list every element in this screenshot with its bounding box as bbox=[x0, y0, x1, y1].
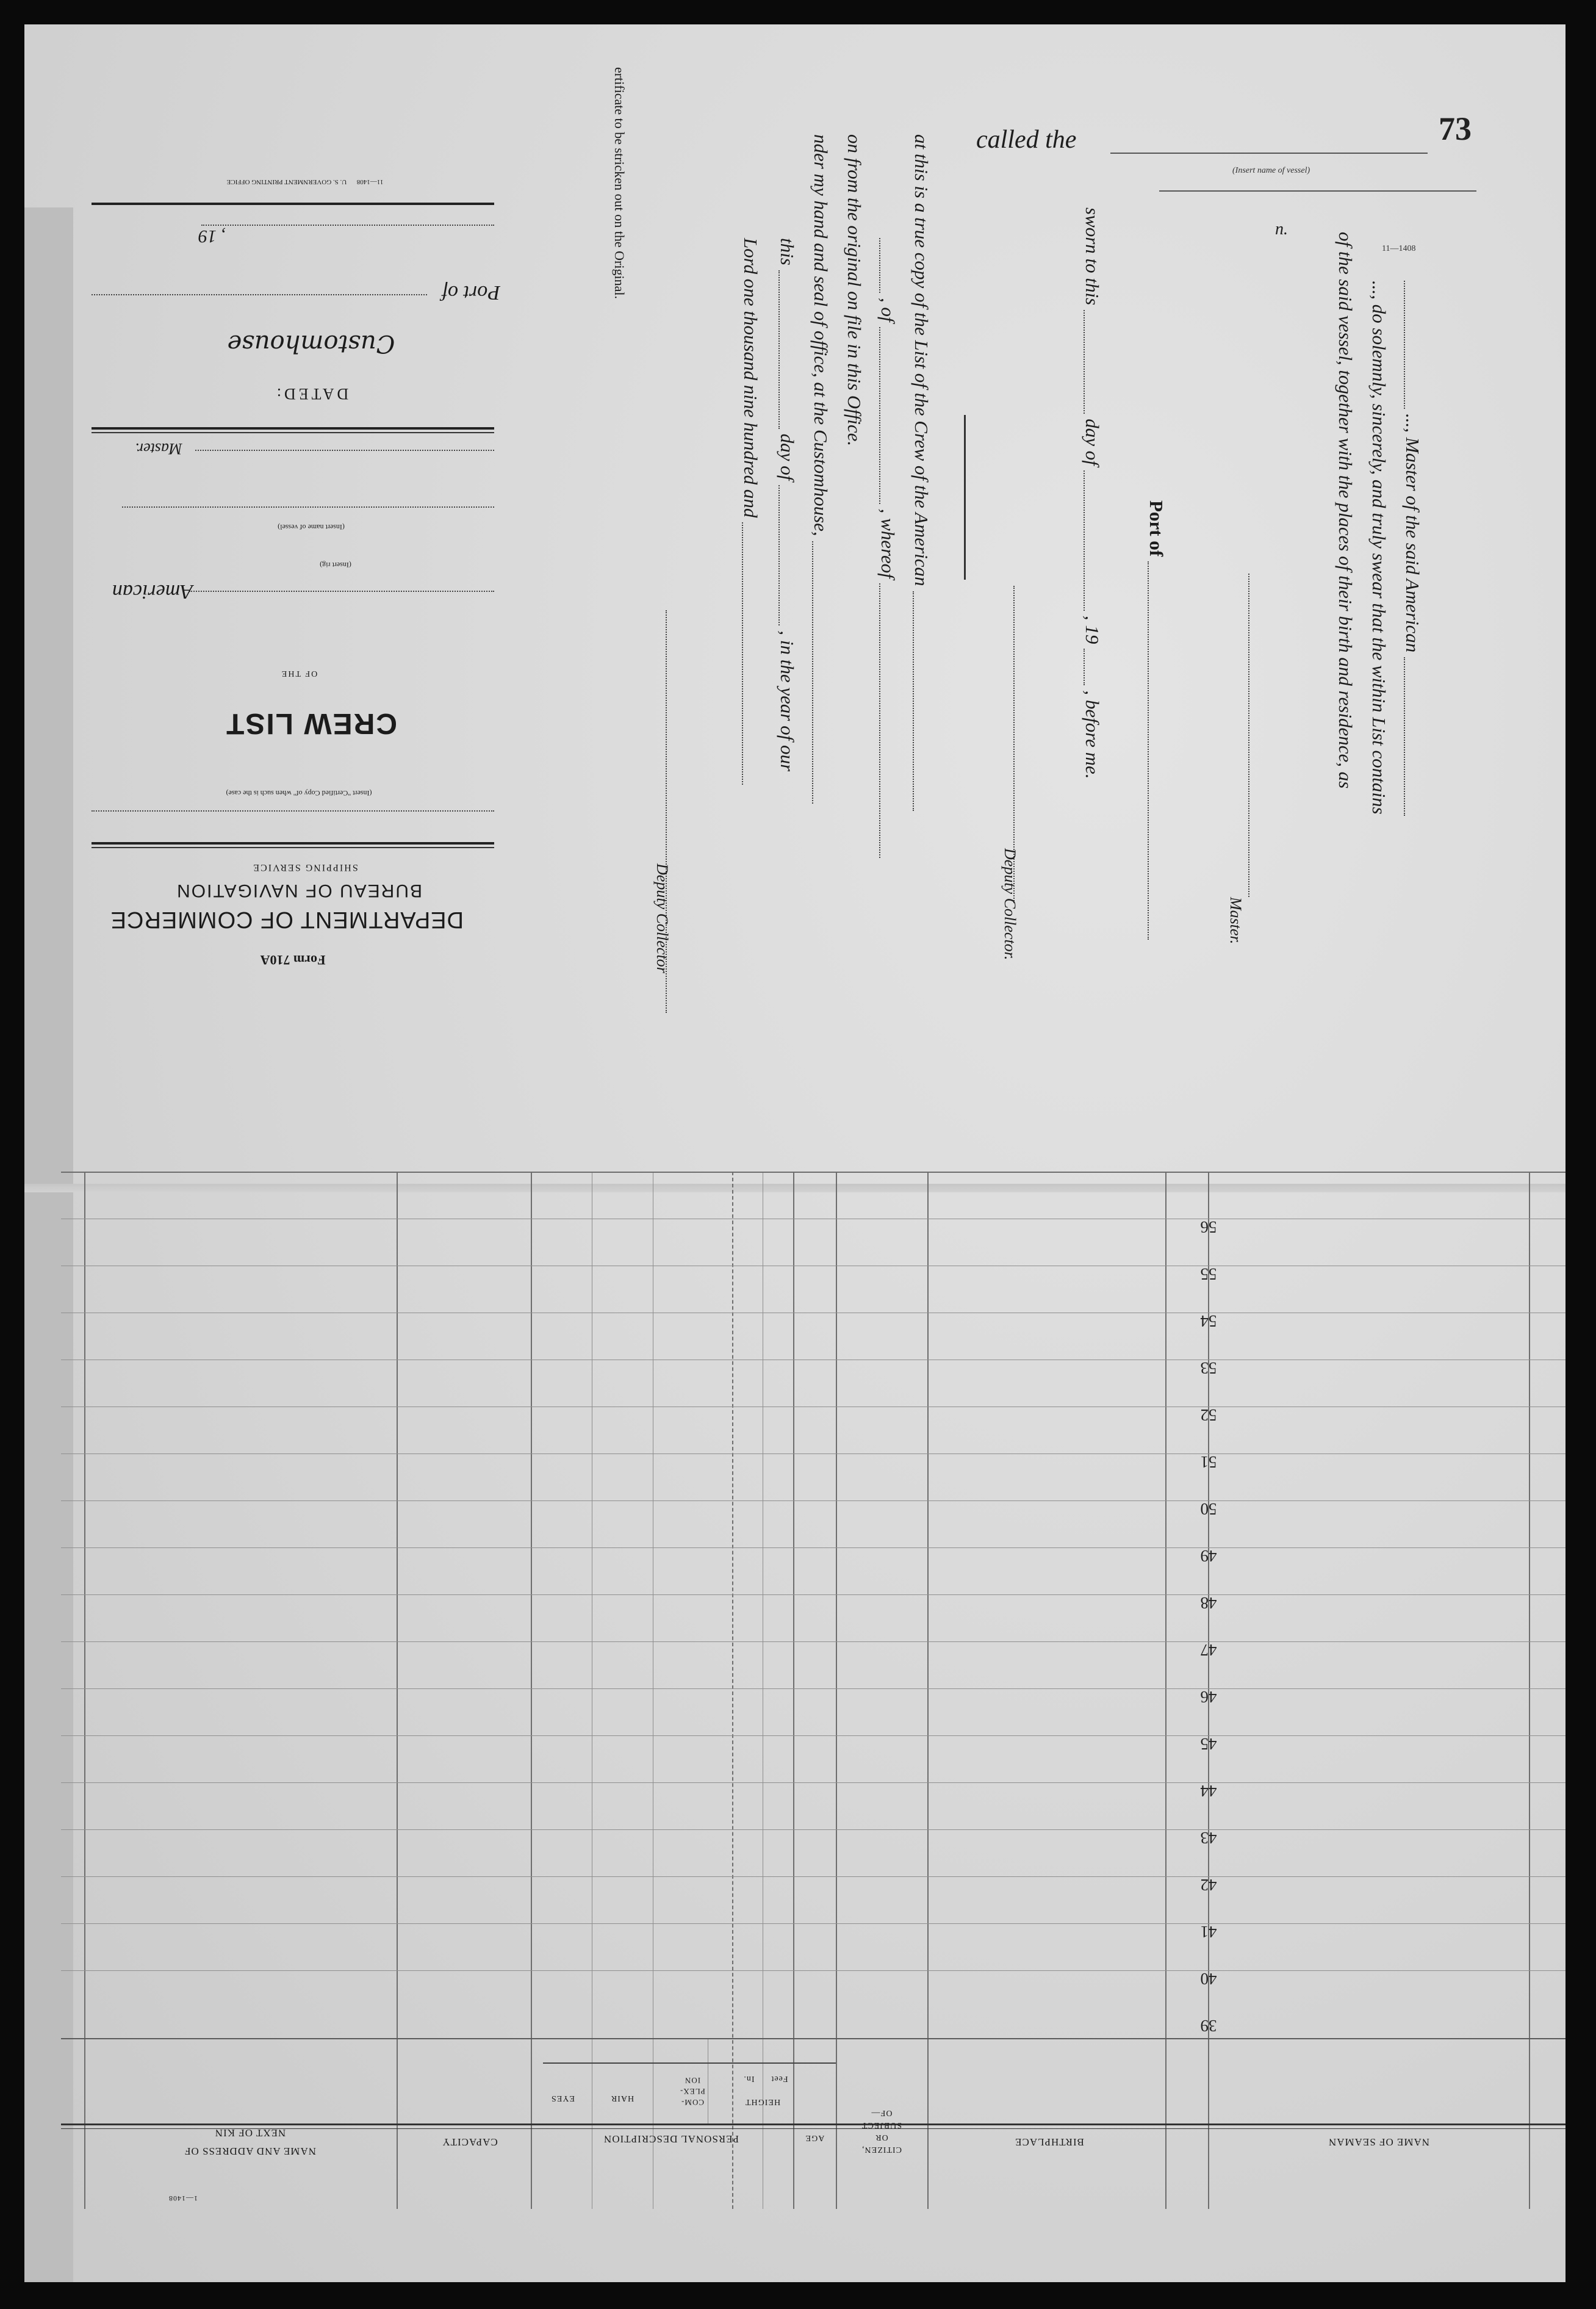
header-personal-description: PERSONAL DESCRIPTION bbox=[603, 2133, 739, 2145]
cert-line-5: this day of , in the year of our bbox=[777, 238, 798, 772]
oath-rule bbox=[964, 415, 966, 580]
insert-vessel-note: (Insert name of vessel) bbox=[1232, 166, 1310, 175]
row-number: 46 bbox=[1200, 1688, 1217, 1706]
cover-american: American bbox=[112, 580, 193, 603]
upper-form-code: 11—1408 bbox=[1382, 244, 1416, 253]
crew-list-document bbox=[24, 24, 1565, 2282]
header-hair: HAIR bbox=[610, 2094, 634, 2103]
cover-dated: DATED: bbox=[273, 385, 349, 403]
row-number: 42 bbox=[1200, 1876, 1217, 1894]
oath-line-1: ..., Master of the said American bbox=[1397, 281, 1428, 1013]
cover-master: Master. bbox=[135, 440, 182, 458]
cover-master-line bbox=[195, 450, 494, 451]
cover-rule-3 bbox=[92, 842, 494, 845]
cover-customhouse: Customhouse bbox=[227, 330, 395, 358]
cert-line-2: , of , whereof bbox=[872, 238, 903, 1031]
cert-line-4: nder my hand and seal of office, at the Customhouse, bbox=[805, 134, 836, 1050]
oath-sworn-line: sworn to this day of , 19 , before me. bbox=[1082, 207, 1103, 779]
header-capacity: CAPACITY bbox=[442, 2136, 498, 2148]
header-name-of-seaman: NAME OF SEAMAN bbox=[1328, 2136, 1430, 2148]
table-form-code: 1—1408 bbox=[168, 2194, 198, 2203]
header-age: AGE bbox=[805, 2133, 825, 2142]
row-number: 50 bbox=[1200, 1500, 1217, 1518]
row-number: 52 bbox=[1200, 1406, 1217, 1424]
oath-master-label: Master. bbox=[1227, 897, 1245, 945]
cover-of-the: OF THE bbox=[280, 669, 318, 678]
cover-date-line bbox=[201, 225, 494, 226]
header-next-of-kin: NAME AND ADDRESS OF NEXT OF KIN bbox=[184, 2127, 316, 2157]
page-number: 73 bbox=[1439, 110, 1472, 147]
printer-line: 11—1408 U. S. GOVERNMENT PRINTING OFFICE bbox=[226, 178, 384, 186]
cover-form-number: Form 710A bbox=[260, 953, 326, 968]
header-complexion: COM- PLEX- ION bbox=[680, 2076, 705, 2107]
row-number: 47 bbox=[1200, 1641, 1217, 1659]
header-feet: Feet bbox=[771, 2074, 788, 2083]
cover-rig-line bbox=[189, 591, 494, 592]
row-number: 54 bbox=[1200, 1312, 1217, 1330]
cover-top-rule bbox=[92, 203, 494, 205]
cover-shipping-service: SHIPPING SERVICE bbox=[252, 862, 358, 873]
vessel-blank bbox=[1404, 657, 1421, 816]
cover-rule-2 bbox=[92, 427, 494, 430]
personal-description-rule bbox=[543, 2062, 836, 2064]
cover-insert-rig: (Insert rig) bbox=[320, 561, 351, 569]
cover-certified-line bbox=[92, 810, 494, 812]
oath-master-line bbox=[1242, 574, 1272, 757]
oath-line-3: of the said vessel, together with the places of their birth and residence, as bbox=[1335, 232, 1356, 789]
cover-port-of: Port of bbox=[442, 281, 500, 304]
underlying-page-edge bbox=[24, 207, 73, 2282]
row-number: 55 bbox=[1200, 1265, 1217, 1283]
cert-line-3: on from the original on file in this Office. bbox=[844, 134, 865, 447]
cert-deputy-label: Deputy Collector bbox=[653, 863, 671, 973]
header-birthplace: BIRTHPLACE bbox=[1015, 2136, 1084, 2148]
cover-vessel-line bbox=[122, 506, 494, 508]
master-name-blank bbox=[1404, 281, 1421, 409]
header-inches: In. bbox=[743, 2074, 755, 2083]
cert-line-6: Lord one thousand nine hundred and bbox=[735, 238, 766, 970]
called-the-label: called the bbox=[976, 126, 1077, 154]
oath-deputy-line bbox=[1007, 586, 1037, 738]
row-number: 44 bbox=[1200, 1782, 1217, 1800]
cover-date-19: , 19 bbox=[198, 226, 226, 247]
oath-port-of: Port of bbox=[1141, 500, 1171, 1050]
row-number: 41 bbox=[1200, 1923, 1217, 1941]
cover-insert-vessel: (Insert name of vessel) bbox=[278, 523, 345, 531]
second-vessel-line bbox=[1159, 190, 1476, 192]
row-number: 40 bbox=[1200, 1970, 1217, 1988]
row-number: 45 bbox=[1200, 1735, 1217, 1753]
header-height: HEIGHT bbox=[744, 2097, 781, 2106]
strike-note: ertificate to be stricken out on the Original. bbox=[612, 67, 627, 299]
cover-bureau: BUREAU OF NAVIGATION bbox=[176, 881, 422, 901]
row-number: 43 bbox=[1200, 1829, 1217, 1847]
row-number: 49 bbox=[1200, 1547, 1217, 1565]
cert-deputy-line bbox=[659, 610, 689, 793]
oath-line-2: ..., do solemnly, sincerely, and truly swear that the within List contains bbox=[1368, 281, 1390, 815]
cover-certified-note: (Insert "Certified Copy of" when such is the case) bbox=[226, 789, 372, 798]
row-number: 53 bbox=[1200, 1359, 1217, 1377]
fold-crease bbox=[24, 1184, 1565, 1192]
vessel-name-line bbox=[1110, 153, 1428, 154]
cover-port-line bbox=[92, 294, 427, 295]
row-number: 56 bbox=[1200, 1218, 1217, 1236]
oath-deputy-label: Deputy Collector. bbox=[1001, 848, 1019, 960]
cert-line-1: at this is a true copy of the List of the Crew of the American bbox=[906, 134, 936, 989]
row-number: 39 bbox=[1200, 2017, 1217, 2035]
row-number: 48 bbox=[1200, 1594, 1217, 1612]
cover-department: DEPARTMENT OF COMMERCE bbox=[110, 907, 464, 932]
header-eyes: EYES bbox=[551, 2094, 575, 2103]
header-citizen: CITIZEN, OR SUBJECT OF— bbox=[861, 2108, 902, 2154]
n-fragment: n. bbox=[1275, 220, 1288, 239]
cover-crew-list: CREW LIST bbox=[225, 707, 397, 740]
row-number: 51 bbox=[1200, 1453, 1217, 1471]
